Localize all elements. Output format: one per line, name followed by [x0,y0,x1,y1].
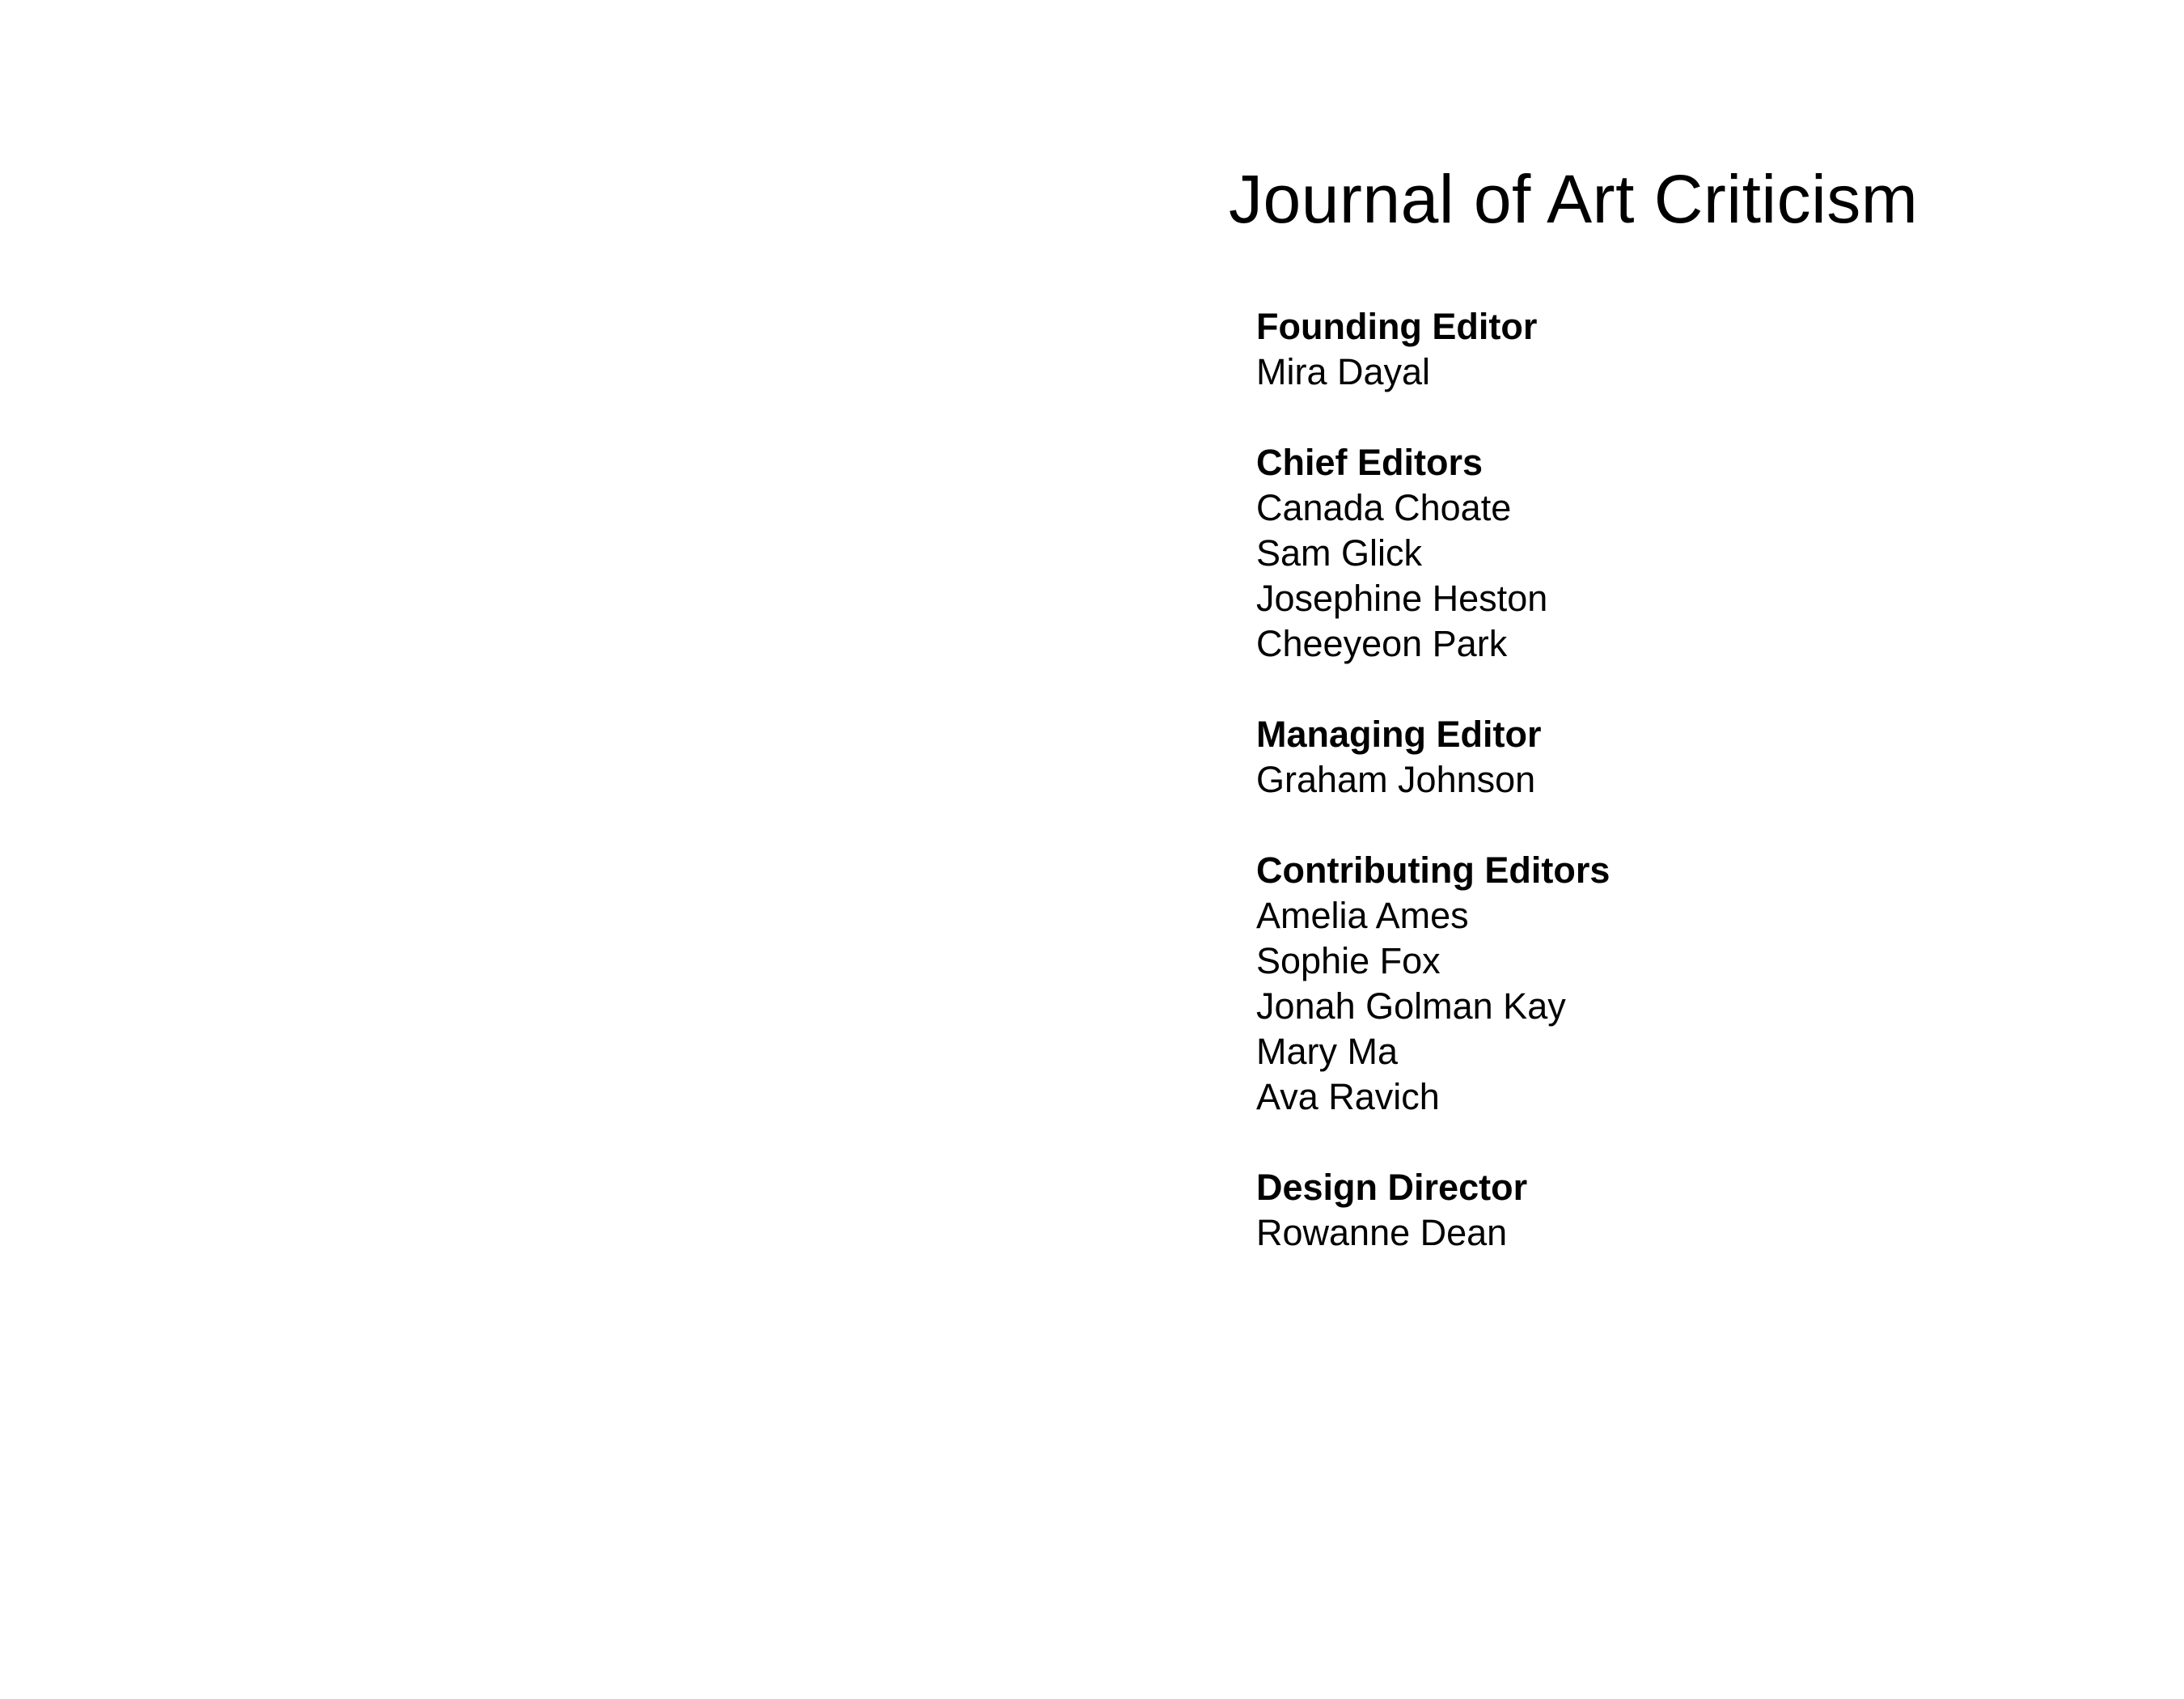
editor-name: Jonah Golman Kay [1256,985,1566,1027]
name-list [1256,1210,2118,1256]
name-list [1256,485,2118,667]
section-managing-editor [1256,712,2118,803]
section-design-director [1256,1165,2118,1256]
editor-name: Graham Johnson [1256,759,1536,801]
editor-name: Cheeyeon Park [1256,623,1508,665]
masthead [1229,162,2118,1301]
section-chief-editors [1256,440,2118,667]
section-heading: Managing Editor [1256,714,1542,756]
section-founding-editor [1256,304,2118,395]
editor-name: Amelia Ames [1256,895,1469,937]
editor-name: Mary Ma [1256,1031,1399,1073]
editor-name: Canada Choate [1256,487,1512,529]
name-list [1256,350,2118,395]
editor-name: Mira Dayal [1256,351,1431,393]
editor-name: Rowanne Dean [1256,1212,1508,1254]
name-list [1256,893,2118,1120]
section-heading: Design Director [1256,1167,1528,1209]
editor-name: Sam Glick [1256,532,1423,574]
section-contributing-editors [1256,848,2118,1120]
section-heading: Founding Editor [1256,306,1538,348]
editor-name: Ava Ravich [1256,1076,1440,1118]
journal-title: Journal of Art Criticism [1229,161,1919,237]
editorial-roster [1229,304,2118,1256]
name-list [1256,757,2118,803]
section-heading: Contributing Editors [1256,850,1610,892]
section-heading: Chief Editors [1256,442,1484,484]
editor-name: Josephine Heston [1256,578,1548,620]
editor-name: Sophie Fox [1256,940,1441,982]
